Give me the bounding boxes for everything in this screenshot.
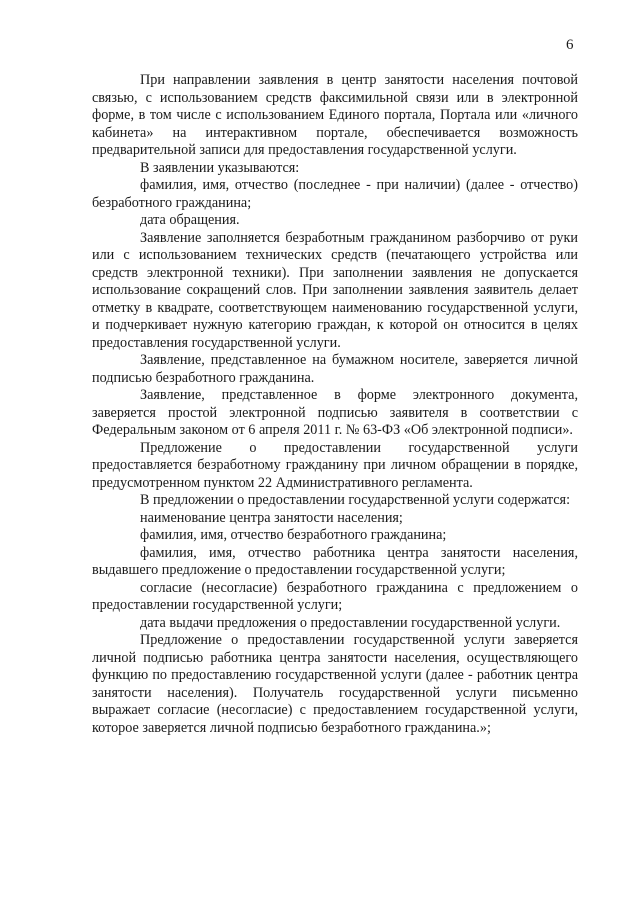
paragraph-consent: согласие (несогласие) безработного гражданина с предложением о предоставлении государственной услуги; bbox=[92, 579, 578, 613]
paragraph-electronic-signature: Заявление, представленное в форме электронного документа, заверяется простой электронной подписью заявителя в соответствии с Федеральным законом от 6 апреля 2011 г. № 63-ФЗ «Об электронной подписи». bbox=[92, 387, 578, 438]
paragraph-full-name: фамилия, имя, отчество (последнее - при наличии) (далее - отчество) безработного гражданина; bbox=[92, 177, 578, 211]
page-number: 6 bbox=[566, 37, 574, 53]
document-body bbox=[92, 72, 578, 737]
paragraph-application-submission: При направлении заявления в центр занятости населения почтовой связью, с использованием средств факсимильной связи или в электронной форме, в том числе с использованием Единого портала, Портала или «личного кабинета» на интерактивном портале, обеспечивается возможность предварительной записи для предоставления государственной услуги. bbox=[92, 72, 578, 158]
paragraph-date: дата обращения. bbox=[140, 212, 240, 228]
paragraph-citizen-name: фамилия, имя, отчество безработного гражданина; bbox=[140, 527, 447, 543]
paragraph-offer-provision: Предложение о предоставлении государственной услуги предоставляется безработному гражданину при личном обращении в порядке, предусмотренном пунктом 22 Административного регламента. bbox=[92, 439, 578, 491]
paragraph-offer-contents-intro: В предложении о предоставлении государственной услуги содержатся: bbox=[140, 492, 571, 508]
paragraph-application-contents-intro: В заявлении указываются: bbox=[140, 159, 300, 176]
paragraph-employee-name: фамилия, имя, отчество работника центра занятости населения, выдавшего предложение о предоставлении государственной услуги; bbox=[92, 544, 578, 578]
paragraph-center-name: наименование центра занятости населения; bbox=[140, 509, 403, 526]
paragraph-paper-signature: Заявление, представленное на бумажном носителе, заверяется личной подписью безработного гражданина. bbox=[92, 352, 578, 386]
paragraph-issue-date: дата выдачи предложения о предоставлении государственной услуги. bbox=[140, 614, 561, 631]
paragraph-offer-signature: Предложение о предоставлении государственной услуги заверяется личной подписью работника центра занятости населения, осуществляющего функцию по предоставлению государственной услуги (далее - работник центра занятости населения). Получатель государственной услуги письменно выражает согласие (несогласие) с предоставлением государственной услуги, которое заверяется личной подписью безработного гражданина.»; bbox=[92, 632, 578, 736]
paragraph-filling-rules: Заявление заполняется безработным гражданином разборчиво от руки или с использованием технических средств (печатающего устройства или средств электронной техники). При заполнении заявления не допускается использование сокращений слов. При заполнении заявления заявитель делает отметку в квадрате, соответствующем наименованию государственной услуги, и подчеркивает нужную категорию граждан, к которой он относится в целях предоставления государственной услуги. bbox=[92, 229, 578, 351]
